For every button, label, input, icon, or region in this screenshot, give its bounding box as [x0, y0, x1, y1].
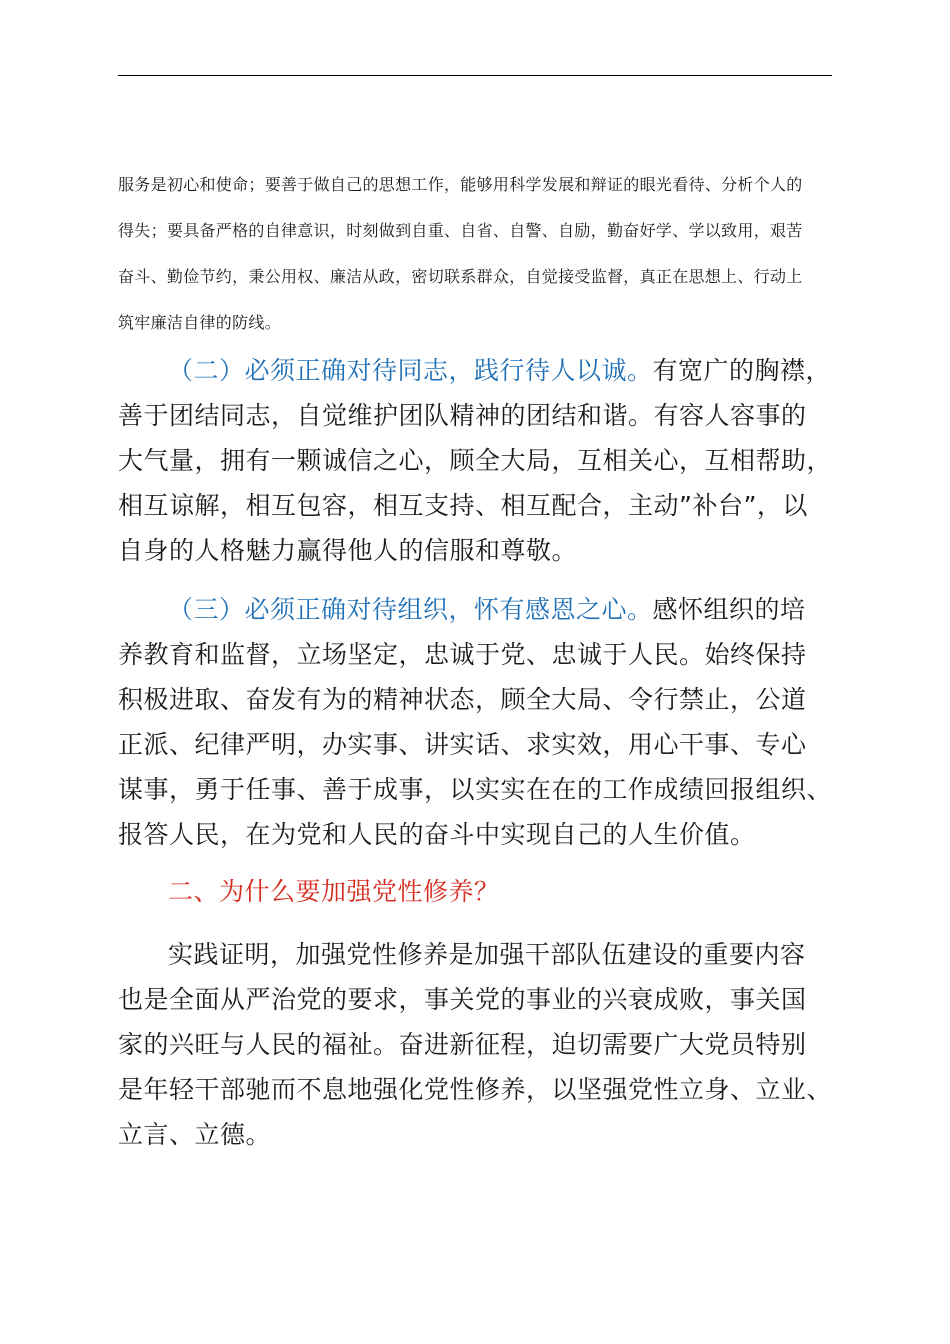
- paragraph-line: 筑牢廉洁自律的防线。: [118, 313, 282, 332]
- paragraph-first-line: [118, 348, 838, 393]
- paragraph-line: 奋斗、勤俭节约，秉公用权、廉洁从政，密切联系群众，自觉接受监督，真正在思想上、行动上: [118, 267, 803, 286]
- paragraph-first-line: 实践证明，加强党性修养是加强干部队伍建设的重要内容: [168, 940, 806, 969]
- paragraph-line: 是年轻干部驰而不息地强化党性修养，以坚强党性立身、立业、: [118, 1075, 833, 1104]
- section-three-heading: （三）必须正确对待组织，怀有感恩之心。: [168, 595, 653, 624]
- part-two-heading: 二、为什么要加强党性修养？: [168, 877, 500, 906]
- paragraph-line: 善于团结同志，自觉维护团队精神的团结和谐。有容人容事的: [118, 401, 807, 430]
- paragraph-line: 大气量，拥有一颗诚信之心，顾全大局，互相关心，互相帮助，: [118, 446, 833, 475]
- paragraph-line: 家的兴旺与人民的福祉。奋进新征程，迫切需要广大党员特别: [118, 1030, 807, 1059]
- section-three-paragraph: [118, 587, 838, 857]
- continuation-paragraph: [118, 162, 834, 346]
- paragraph-text: 有宽广的胸襟，: [652, 356, 832, 385]
- paragraph-text: 感怀组织的培: [652, 595, 806, 624]
- paragraph-line: 立言、立德。: [118, 1120, 272, 1149]
- paragraph-line: 自身的人格魅力赢得他人的信服和尊敬。: [118, 536, 578, 565]
- paragraph-line: 积极进取、奋发有为的精神状态，顾全大局、令行禁止，公道: [118, 685, 807, 714]
- paragraph-line: 正派、纪律严明，办实事、讲实话、求实效，用心干事、专心: [118, 730, 807, 759]
- paragraph-first-line: [118, 587, 838, 632]
- paragraph-line: 也是全面从严治党的要求，事关党的事业的兴衰成败，事关国: [118, 985, 807, 1014]
- part-two-paragraph: [118, 932, 838, 1157]
- paragraph-line: 服务是初心和使命；要善于做自己的思想工作，能够用科学发展和辩证的眼光看待、分析个人的: [118, 175, 803, 194]
- paragraph-line: 报答人民，在为党和人民的奋斗中实现自己的人生价值。: [118, 820, 756, 849]
- paragraph-line: 相互谅解，相互包容，相互支持、相互配合，主动”补台”，以: [118, 491, 808, 520]
- paragraph-line: 谋事，勇于任事、善于成事，以实实在在的工作成绩回报组织、: [118, 775, 833, 804]
- section-two-paragraph: [118, 348, 838, 573]
- paragraph-line: 得失；要具备严格的自律意识，时刻做到自重、自省、自警、自励，勤奋好学、学以致用，艰苦: [118, 221, 803, 240]
- header-rule: [118, 75, 832, 76]
- section-two-heading: （二）必须正确对待同志，践行待人以诚。: [168, 356, 653, 385]
- part-two-heading-block: [118, 869, 838, 914]
- paragraph-line: 养教育和监督，立场坚定，忠诚于党、忠诚于人民。始终保持: [118, 640, 807, 669]
